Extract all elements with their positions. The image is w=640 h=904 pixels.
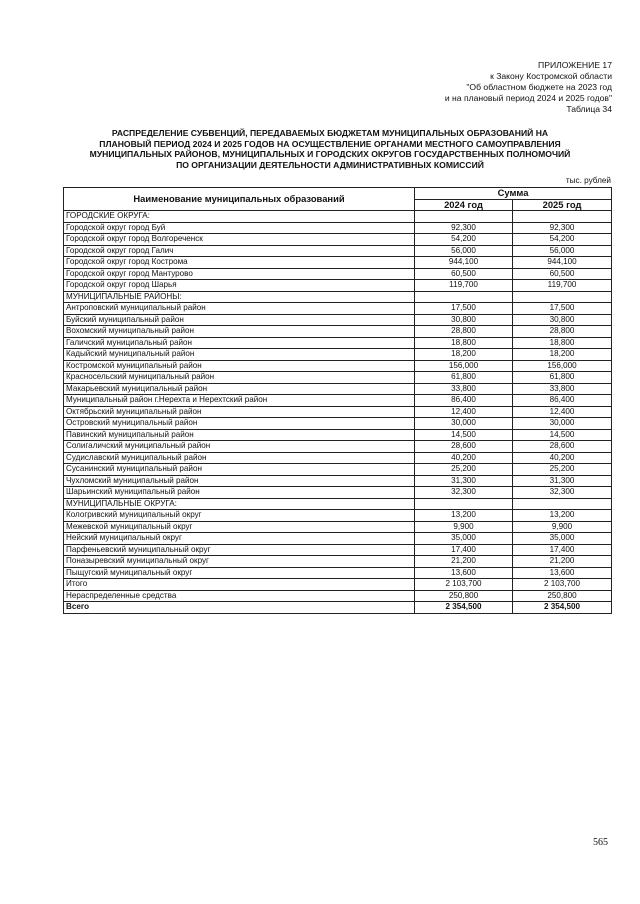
table-row <box>64 418 612 430</box>
row-value-2025: 13,600 <box>513 567 612 579</box>
row-name: Парфеньевский муниципальный округ <box>64 544 415 556</box>
units-label: тыс. рублей <box>565 176 611 185</box>
row-value-2025: 17,400 <box>513 544 612 556</box>
row-name: Судиславский муниципальный район <box>64 452 415 464</box>
row-value-2025: 54,200 <box>513 234 612 246</box>
row-value-2025: 30,800 <box>513 314 612 326</box>
row-name: Шарьинский муниципальный район <box>64 487 415 499</box>
row-value-2025: 2 103,700 <box>513 579 612 591</box>
row-value-2024: 944,100 <box>415 257 513 269</box>
row-name: Макарьевский муниципальный район <box>64 383 415 395</box>
title-line-4: ПО ОРГАНИЗАЦИИ ДЕЯТЕЛЬНОСТИ АДМИНИСТРАТИВНЫХ КОМИССИЙ <box>176 159 484 170</box>
row-name: Пыщугский муниципальный округ <box>64 567 415 579</box>
appendix-header <box>292 60 612 115</box>
table-row <box>64 567 612 579</box>
title-line-1: РАСПРЕДЕЛЕНИЕ СУБВЕНЦИЙ, ПЕРЕДАВАЕМЫХ БЮДЖЕТАМ МУНИЦИПАЛЬНЫХ ОБРАЗОВАНИЙ НА <box>111 128 549 138</box>
total-label: Всего <box>64 602 415 614</box>
row-name: МУНИЦИПАЛЬНЫЕ РАЙОНЫ: <box>64 291 415 303</box>
row-value-2024: 30,000 <box>415 418 513 430</box>
row-value-2025: 56,000 <box>513 245 612 257</box>
row-name: Поназыревский муниципальный округ <box>64 556 415 568</box>
row-value-2024: 92,300 <box>415 222 513 234</box>
row-value-2025: 250,800 <box>513 590 612 602</box>
row-value-2024 <box>415 291 513 303</box>
table-row <box>64 590 612 602</box>
table-row <box>64 441 612 453</box>
table-body <box>64 211 612 614</box>
row-value-2024: 17,500 <box>415 303 513 315</box>
table-row <box>64 303 612 315</box>
row-value-2024: 33,800 <box>415 383 513 395</box>
row-value-2024: 17,400 <box>415 544 513 556</box>
total-value-2024: 2 354,500 <box>415 602 513 614</box>
table-row <box>64 556 612 568</box>
row-name: Межевской муниципальный округ <box>64 521 415 533</box>
row-name: Городской округ город Волгореченск <box>64 234 415 246</box>
row-name: Галичский муниципальный район <box>64 337 415 349</box>
title-line-3: МУНИЦИПАЛЬНЫХ РАЙОНОВ, МУНИЦИПАЛЬНЫХ И ГОРОДСКИХ ОКРУГОВ ГОСУДАРСТВЕННЫХ ПОЛНОМОЧИЙ <box>89 149 571 159</box>
row-value-2024: 32,300 <box>415 487 513 499</box>
row-value-2025: 21,200 <box>513 556 612 568</box>
row-name: Нейский муниципальный округ <box>64 533 415 545</box>
row-value-2025 <box>513 498 612 510</box>
row-name: Городской округ город Шарья <box>64 280 415 292</box>
row-value-2024: 250,800 <box>415 590 513 602</box>
table-row <box>64 510 612 522</box>
row-value-2024: 12,400 <box>415 406 513 418</box>
row-value-2024: 13,200 <box>415 510 513 522</box>
column-header-sum: Сумма <box>415 188 612 200</box>
table-row <box>64 257 612 269</box>
row-name: Чухломский муниципальный район <box>64 475 415 487</box>
row-name: Городской округ город Кострома <box>64 257 415 269</box>
row-value-2025: 28,600 <box>513 441 612 453</box>
row-value-2024: 13,600 <box>415 567 513 579</box>
row-name: Островский муниципальный район <box>64 418 415 430</box>
row-name: Вохомский муниципальный район <box>64 326 415 338</box>
row-value-2024: 2 103,700 <box>415 579 513 591</box>
table-row <box>64 452 612 464</box>
row-value-2025 <box>513 211 612 223</box>
row-name: Городской округ город Галич <box>64 245 415 257</box>
table-row <box>64 464 612 476</box>
row-value-2024 <box>415 498 513 510</box>
row-name: Городской округ город Буй <box>64 222 415 234</box>
table-row <box>64 533 612 545</box>
row-value-2025: 14,500 <box>513 429 612 441</box>
table-row <box>64 498 612 510</box>
column-header-name: Наименование муниципальных образований <box>64 188 415 211</box>
table-row <box>64 521 612 533</box>
row-value-2025: 28,800 <box>513 326 612 338</box>
table-row <box>64 234 612 246</box>
row-value-2024: 40,200 <box>415 452 513 464</box>
row-value-2024: 9,900 <box>415 521 513 533</box>
table-row <box>64 222 612 234</box>
row-value-2024: 14,500 <box>415 429 513 441</box>
subventions-table <box>63 187 612 614</box>
row-value-2025: 61,800 <box>513 372 612 384</box>
table-row <box>64 291 612 303</box>
row-value-2025: 60,500 <box>513 268 612 280</box>
row-value-2024: 54,200 <box>415 234 513 246</box>
row-name: МУНИЦИПАЛЬНЫЕ ОКРУГА: <box>64 498 415 510</box>
row-value-2025: 156,000 <box>513 360 612 372</box>
law-line-3: и на плановый период 2024 и 2025 годов" <box>444 93 612 103</box>
law-line-1: к Закону Костромской области <box>490 71 612 81</box>
row-value-2025 <box>513 291 612 303</box>
column-header-2025: 2025 год <box>513 199 612 211</box>
table-row <box>64 372 612 384</box>
row-value-2025: 40,200 <box>513 452 612 464</box>
row-name: Солигаличский муниципальный район <box>64 441 415 453</box>
law-line-2: "Об областном бюджете на 2023 год <box>466 82 612 92</box>
row-value-2025: 92,300 <box>513 222 612 234</box>
row-value-2024: 56,000 <box>415 245 513 257</box>
row-value-2024: 18,800 <box>415 337 513 349</box>
row-value-2025: 35,000 <box>513 533 612 545</box>
table-row <box>64 314 612 326</box>
table-row <box>64 544 612 556</box>
table-row <box>64 475 612 487</box>
row-value-2024: 25,200 <box>415 464 513 476</box>
row-value-2025: 32,300 <box>513 487 612 499</box>
total-value-2025: 2 354,500 <box>513 602 612 614</box>
page-number: 565 <box>593 837 608 848</box>
table-row <box>64 245 612 257</box>
row-value-2024: 119,700 <box>415 280 513 292</box>
row-value-2024: 156,000 <box>415 360 513 372</box>
row-name: Кологривский муниципальный округ <box>64 510 415 522</box>
row-value-2024: 21,200 <box>415 556 513 568</box>
row-value-2024: 30,800 <box>415 314 513 326</box>
table-row <box>64 360 612 372</box>
row-value-2024: 60,500 <box>415 268 513 280</box>
row-value-2025: 944,100 <box>513 257 612 269</box>
row-name: Нераспределенные средства <box>64 590 415 602</box>
row-value-2025: 119,700 <box>513 280 612 292</box>
table-row <box>64 326 612 338</box>
row-name: Итого <box>64 579 415 591</box>
table-row <box>64 487 612 499</box>
row-name: Красносельский муниципальный район <box>64 372 415 384</box>
row-value-2024: 61,800 <box>415 372 513 384</box>
table-row <box>64 579 612 591</box>
row-value-2025: 31,300 <box>513 475 612 487</box>
row-name: Городской округ город Мантурово <box>64 268 415 280</box>
row-name: Костромской муниципальный район <box>64 360 415 372</box>
row-value-2025: 13,200 <box>513 510 612 522</box>
total-row <box>64 602 612 614</box>
table-row <box>64 383 612 395</box>
table-number: Таблица 34 <box>566 104 612 114</box>
row-value-2025: 9,900 <box>513 521 612 533</box>
row-value-2025: 33,800 <box>513 383 612 395</box>
table-row <box>64 429 612 441</box>
table-row <box>64 280 612 292</box>
table-row <box>64 268 612 280</box>
appendix-label: ПРИЛОЖЕНИЕ 17 <box>538 60 612 70</box>
row-value-2024: 18,200 <box>415 349 513 361</box>
row-name: Павинский муниципальный район <box>64 429 415 441</box>
table-row <box>64 395 612 407</box>
row-name: Октябрьский муниципальный район <box>64 406 415 418</box>
row-name: ГОРОДСКИЕ ОКРУГА: <box>64 211 415 223</box>
row-name: Антроповский муниципальный район <box>64 303 415 315</box>
table-row <box>64 406 612 418</box>
row-value-2025: 25,200 <box>513 464 612 476</box>
row-value-2025: 86,400 <box>513 395 612 407</box>
row-value-2025: 17,500 <box>513 303 612 315</box>
row-value-2024 <box>415 211 513 223</box>
row-value-2024: 28,600 <box>415 441 513 453</box>
row-value-2024: 31,300 <box>415 475 513 487</box>
table-row <box>64 211 612 223</box>
row-value-2024: 35,000 <box>415 533 513 545</box>
row-value-2025: 30,000 <box>513 418 612 430</box>
row-name: Муниципальный район г.Нерехта и Нерехтский район <box>64 395 415 407</box>
row-name: Кадыйский муниципальный район <box>64 349 415 361</box>
row-name: Сусанинский муниципальный район <box>64 464 415 476</box>
table-row <box>64 337 612 349</box>
table-row <box>64 349 612 361</box>
row-value-2025: 18,800 <box>513 337 612 349</box>
row-value-2024: 28,800 <box>415 326 513 338</box>
row-value-2024: 86,400 <box>415 395 513 407</box>
row-value-2025: 12,400 <box>513 406 612 418</box>
row-name: Буйский муниципальный район <box>64 314 415 326</box>
document-title <box>50 128 610 170</box>
column-header-2024: 2024 год <box>415 199 513 211</box>
row-value-2025: 18,200 <box>513 349 612 361</box>
title-line-2: ПЛАНОВЫЙ ПЕРИОД 2024 И 2025 ГОДОВ НА ОСУЩЕСТВЛЕНИЕ ОРГАНАМИ МЕСТНОГО САМОУПРАВЛЕНИЯ <box>99 138 561 149</box>
